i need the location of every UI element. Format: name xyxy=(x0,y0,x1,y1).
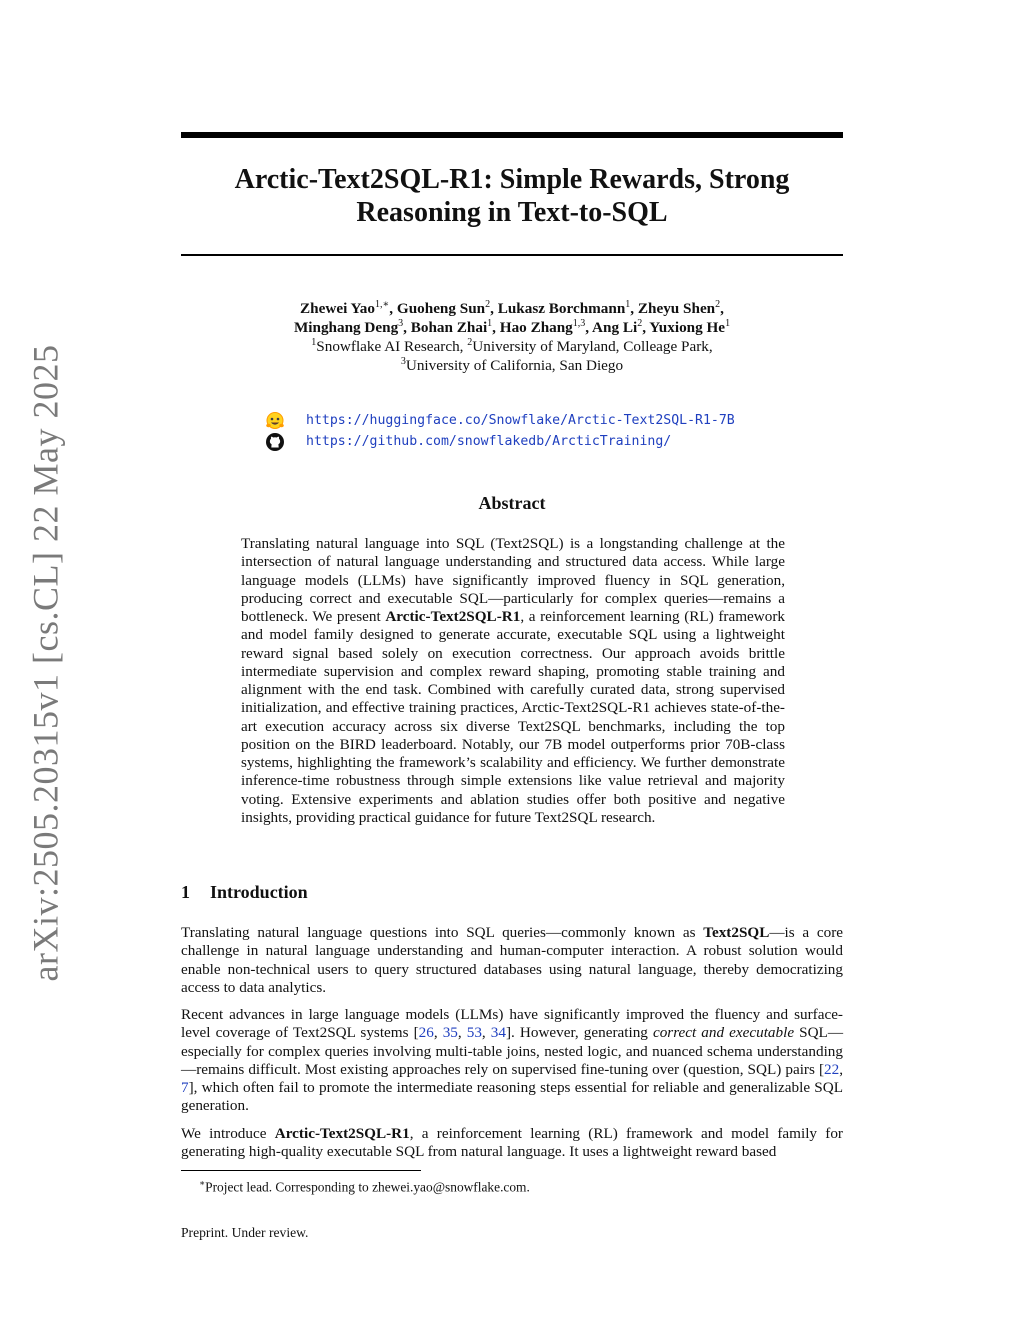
author-name: Minghang Deng xyxy=(293,319,399,336)
abstract-text xyxy=(241,535,785,827)
affiliation-mark: 1 xyxy=(311,336,317,348)
text-segment: Recent advances in large language models (LLMs) have significantly improved the fluency and surface-level coverage of Text2SQL systems [ xyxy=(181,1006,843,1042)
text-segment: , a reinforcement learning (RL) framework and model family for generating high-quality executable SQL from natural language. It uses a lightweight reward based xyxy=(181,1125,843,1161)
text-segment: Translating natural language questions into SQL queries—commonly known as xyxy=(181,924,704,941)
footnote-rule xyxy=(181,1170,421,1171)
title-bottom-rule xyxy=(181,254,843,256)
author-affiliation-mark: 2 xyxy=(715,298,721,310)
abstract-model-name: Arctic-Text2SQL-R1 xyxy=(385,608,521,626)
footnote-mark: ∗ xyxy=(199,1178,206,1188)
github-icon xyxy=(265,432,285,452)
paper-title xyxy=(181,163,843,229)
arxiv-id-text: arXiv:2505.20315v1 [cs.CL] 22 May 2025 xyxy=(25,344,65,982)
affiliation-mark: 2 xyxy=(467,336,473,348)
author-names-line-1: Zhewei Yao$^{1,∗}$, Guoheng Sun$^2$, Lukasz Borchmann$^1$, Zheyu Shen$^2$, xyxy=(300,298,724,317)
emphasis-text: correct and executable xyxy=(652,1024,795,1042)
citation-link[interactable]: 34 xyxy=(490,1024,506,1042)
affiliations-line-2 xyxy=(181,356,843,375)
author-name: Guoheng Sun xyxy=(396,300,486,317)
author-affiliation-mark: 2 xyxy=(637,317,643,329)
author-names-line-2: Minghang Deng$^3$, Bohan Zhai$^1$, Hao Zhang$^{1,3}$, Ang Li$^2$, Yuxiong He$^1$ xyxy=(293,317,731,336)
affiliation: University of California, San Diego xyxy=(405,357,624,374)
citation-link[interactable]: 53 xyxy=(466,1024,482,1042)
footnote xyxy=(199,1175,839,1195)
abstract-text-segment: , a reinforcement learning (RL) framework and model family designed to generate accurate, executable SQL using a lightweight reward signal based solely on execution correctness. Our approach avoids brittle intermediate supervision and complex reward shaping, promoting stable training and alignment with the end task. Combined with carefully curated data, strong supervised initialization, and effective training practices, Arctic-Text2SQL-R1 achieves state-of-the-art execution accuracy across six diverse Text2SQL benchmarks, including the top position on the BIRD leaderboard. Notably, our 7B model outperforms prior 70B-class systems, highlighting the framework’s scalability and efficiency. We further demonstrate inference-time robustness through simple extensions like value retrieval and majority voting. Extensive experiments and ablation studies offer both positive and negative insights, providing practical guidance for future Text2SQL research. xyxy=(241,608,785,826)
citation-link[interactable]: 35 xyxy=(442,1024,458,1042)
affiliation-mark: 3 xyxy=(400,355,406,367)
author-name: Hao Zhang xyxy=(499,319,573,336)
abstract-text-segment: Translating natural language into SQL (Text2SQL) is a longstanding challenge at the intersection of natural language understanding and structured data access. While large language models (LLMs) have significantly improved fluency in SQL generation, producing correct and executable SQL—particularly for complex queries—remains a bottleneck. We present xyxy=(241,535,785,626)
text-segment: SQL—especially for complex queries involving multi-table joins, nested logic, and nuanced schema understanding—remains difficult. Most existing approaches rely on supervised fine-tuning over (question, SQL) pairs [ xyxy=(181,1024,844,1078)
footnote-text: Project lead. Corresponding to zhewei.yao@snowflake.com. xyxy=(205,1179,530,1195)
author-affiliation-mark: 1 xyxy=(487,317,493,329)
arxiv-side-identifier xyxy=(24,344,66,982)
author-affiliation-mark: 1,∗ xyxy=(375,298,390,310)
text-segment: —is a core challenge in natural language understanding and human-computer interaction. A robust solution would enable non-technical users to query structured databases using natural language, thereby democratizing access to data analytics. xyxy=(181,924,843,996)
author-affiliation-mark: 3 xyxy=(398,317,404,329)
author-block xyxy=(181,299,843,375)
section-heading-introduction xyxy=(181,880,843,904)
citation-separator: , xyxy=(839,1060,843,1078)
author-affiliation-mark: 2 xyxy=(485,298,491,310)
section-title: Introduction xyxy=(210,882,308,902)
title-line-2: Reasoning in Text-to-SQL xyxy=(356,197,668,228)
huggingface-model-link[interactable]: https://huggingface.co/Snowflake/Arctic-Text2SQL-R1-7B xyxy=(306,413,735,428)
intro-paragraph-3 xyxy=(181,1125,843,1162)
author-name: Zheyu Shen xyxy=(637,300,716,317)
author-affiliation-mark: 1,3 xyxy=(572,317,586,329)
citation-separator: , xyxy=(457,1024,467,1042)
author-name: Ang Li xyxy=(592,319,638,336)
title-line-1: Arctic-Text2SQL-R1: Simple Rewards, Strong xyxy=(234,164,790,195)
title-top-rule xyxy=(181,132,843,138)
citation-separator: , xyxy=(481,1024,491,1042)
citation-link[interactable]: 22 xyxy=(824,1060,840,1078)
intro-paragraph-1 xyxy=(181,924,843,997)
affiliation: Snowflake AI Research, xyxy=(316,338,468,355)
text-segment: We introduce xyxy=(181,1125,275,1142)
author-name: Lukasz Borchmann xyxy=(497,300,626,317)
author-name: Bohan Zhai xyxy=(410,319,488,336)
citation-link[interactable]: 7 xyxy=(181,1079,189,1097)
citation-link[interactable]: 26 xyxy=(418,1024,434,1042)
author-name: Zhewei Yao xyxy=(300,300,375,317)
text-segment: ]. However, generating xyxy=(505,1024,653,1042)
github-link-row xyxy=(265,431,825,452)
author-affiliation-mark: 1 xyxy=(725,317,731,329)
huggingface-link-row xyxy=(265,410,825,431)
github-repo-link[interactable]: https://github.com/snowflakedb/ArcticTraining/ xyxy=(306,434,672,449)
resource-links xyxy=(265,410,825,452)
preprint-notice: Preprint. Under review. xyxy=(181,1225,309,1240)
affiliation: University of Maryland, Colleage Park, xyxy=(472,338,713,355)
author-name: Yuxiong He xyxy=(649,319,726,336)
citation-separator: , xyxy=(433,1024,443,1042)
section-number: 1 xyxy=(181,882,190,902)
intro-paragraph-2 xyxy=(181,1006,843,1116)
affiliations-line-1 xyxy=(181,337,843,356)
model-name: Arctic-Text2SQL-R1 xyxy=(274,1125,410,1142)
huggingface-icon xyxy=(265,411,285,431)
term-text2sql: Text2SQL xyxy=(703,924,770,941)
abstract-heading: Abstract xyxy=(478,493,546,513)
text-segment: ], which often fail to promote the intermediate reasoning steps essential for reliable and generalizable SQL generation. xyxy=(181,1079,843,1115)
author-affiliation-mark: 1 xyxy=(625,298,631,310)
